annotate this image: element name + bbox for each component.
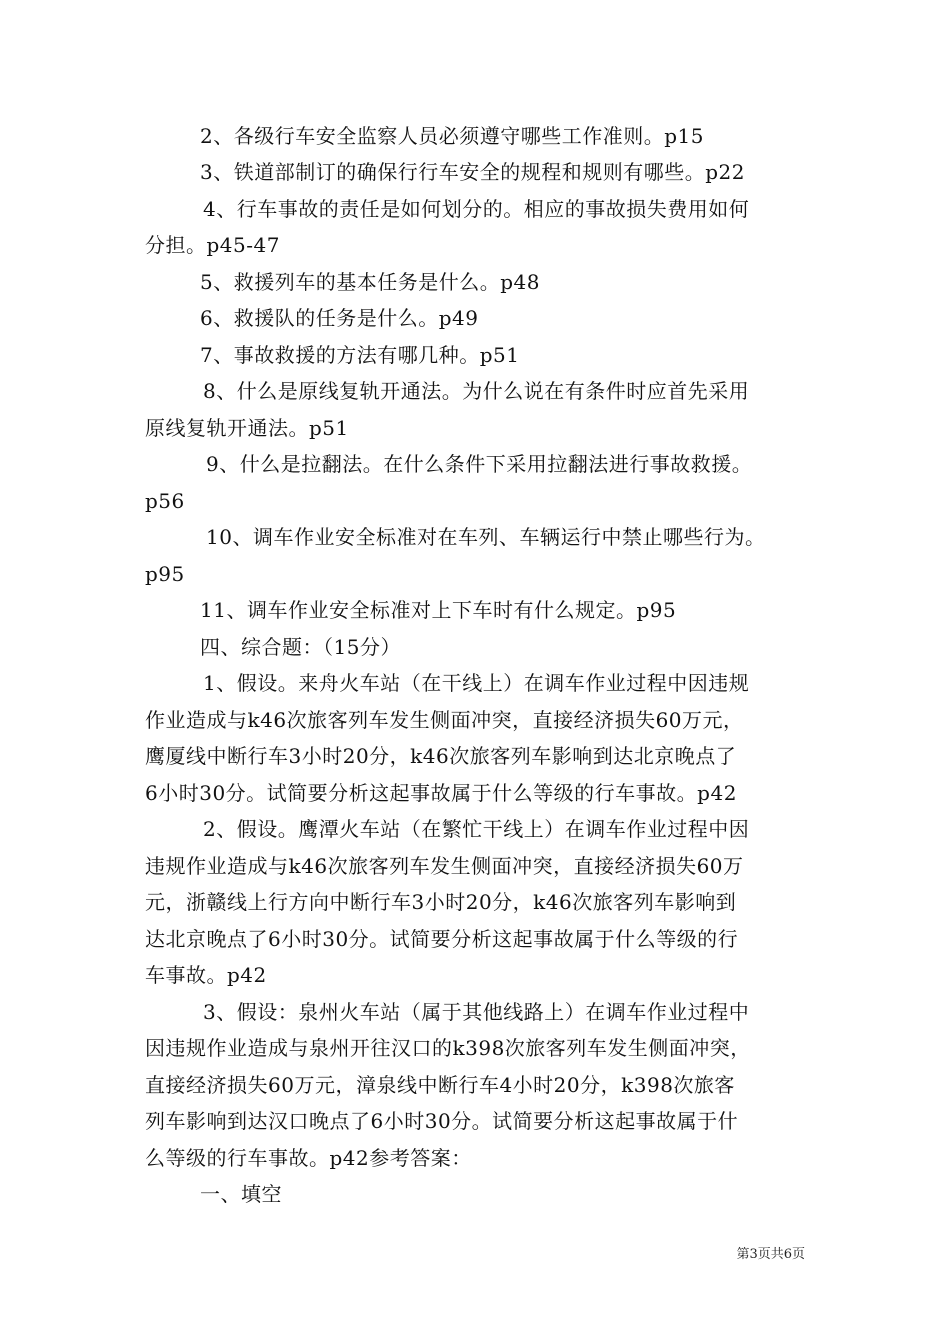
text-line: 车事故。p42 bbox=[145, 963, 267, 987]
text-line: 3、假设：泉州火车站（属于其他线路上）在调车作业过程中 bbox=[203, 1000, 750, 1024]
section-heading: 一、填空 bbox=[200, 1182, 282, 1206]
text-line: 违规作业造成与k46次旅客列车发生侧面冲突，直接经济损失60万 bbox=[145, 854, 744, 878]
section-heading: 四、综合题：（15分） bbox=[200, 635, 401, 659]
text-line: 原线复轨开通法。p51 bbox=[145, 416, 349, 440]
text-line: 8、什么是原线复轨开通法。为什么说在有条件时应首先采用 bbox=[203, 379, 750, 403]
text-line: 4、行车事故的责任是如何划分的。相应的事故损失费用如何 bbox=[203, 197, 750, 221]
text-line: 1、假设。来舟火车站（在干线上）在调车作业过程中因违规 bbox=[203, 671, 750, 695]
text-line: 鹰厦线中断行车3小时20分，k46次旅客列车影响到达北京晚点了 bbox=[145, 744, 737, 768]
text-line: 直接经济损失60万元，漳泉线中断行车4小时20分，k398次旅客 bbox=[145, 1073, 735, 1097]
text-line: 作业造成与k46次旅客列车发生侧面冲突，直接经济损失60万元， bbox=[145, 708, 744, 732]
page-number: 第3页共6页 bbox=[736, 1247, 805, 1262]
text-line: 3、铁道部制订的确保行行车安全的规程和规则有哪些。p22 bbox=[200, 160, 745, 184]
text-line: 么等级的行车事故。p42参考答案： bbox=[145, 1146, 472, 1170]
text-line: 列车影响到达汉口晚点了6小时30分。试简要分析这起事故属于什 bbox=[145, 1109, 739, 1133]
text-line: 11、调车作业安全标准对上下车时有什么规定。p95 bbox=[200, 598, 677, 622]
text-line: 10、调车作业安全标准对在车列、车辆运行中禁止哪些行为。 bbox=[206, 525, 766, 549]
text-line: p95 bbox=[145, 562, 185, 586]
text-line: 9、什么是拉翻法。在什么条件下采用拉翻法进行事故救援。 bbox=[206, 452, 753, 476]
text-line: 5、救援列车的基本任务是什么。p48 bbox=[200, 270, 540, 294]
text-line: 分担。p45-47 bbox=[145, 233, 280, 257]
text-line: 2、假设。鹰潭火车站（在繁忙干线上）在调车作业过程中因 bbox=[203, 817, 750, 841]
text-line: 因违规作业造成与泉州开往汉口的k398次旅客列车发生侧面冲突， bbox=[145, 1036, 751, 1060]
text-line: 元，浙赣线上行方向中断行车3小时20分，k46次旅客列车影响到 bbox=[145, 890, 737, 914]
text-line: p56 bbox=[145, 489, 185, 513]
text-line: 2、各级行车安全监察人员必须遵守哪些工作准则。p15 bbox=[200, 124, 704, 148]
text-line: 达北京晚点了6小时30分。试简要分析这起事故属于什么等级的行 bbox=[145, 927, 739, 951]
text-line: 6小时30分。试简要分析这起事故属于什么等级的行车事故。p42 bbox=[145, 781, 737, 805]
text-line: 6、救援队的任务是什么。p49 bbox=[200, 306, 479, 330]
text-line: 7、事故救援的方法有哪几种。p51 bbox=[200, 343, 520, 367]
